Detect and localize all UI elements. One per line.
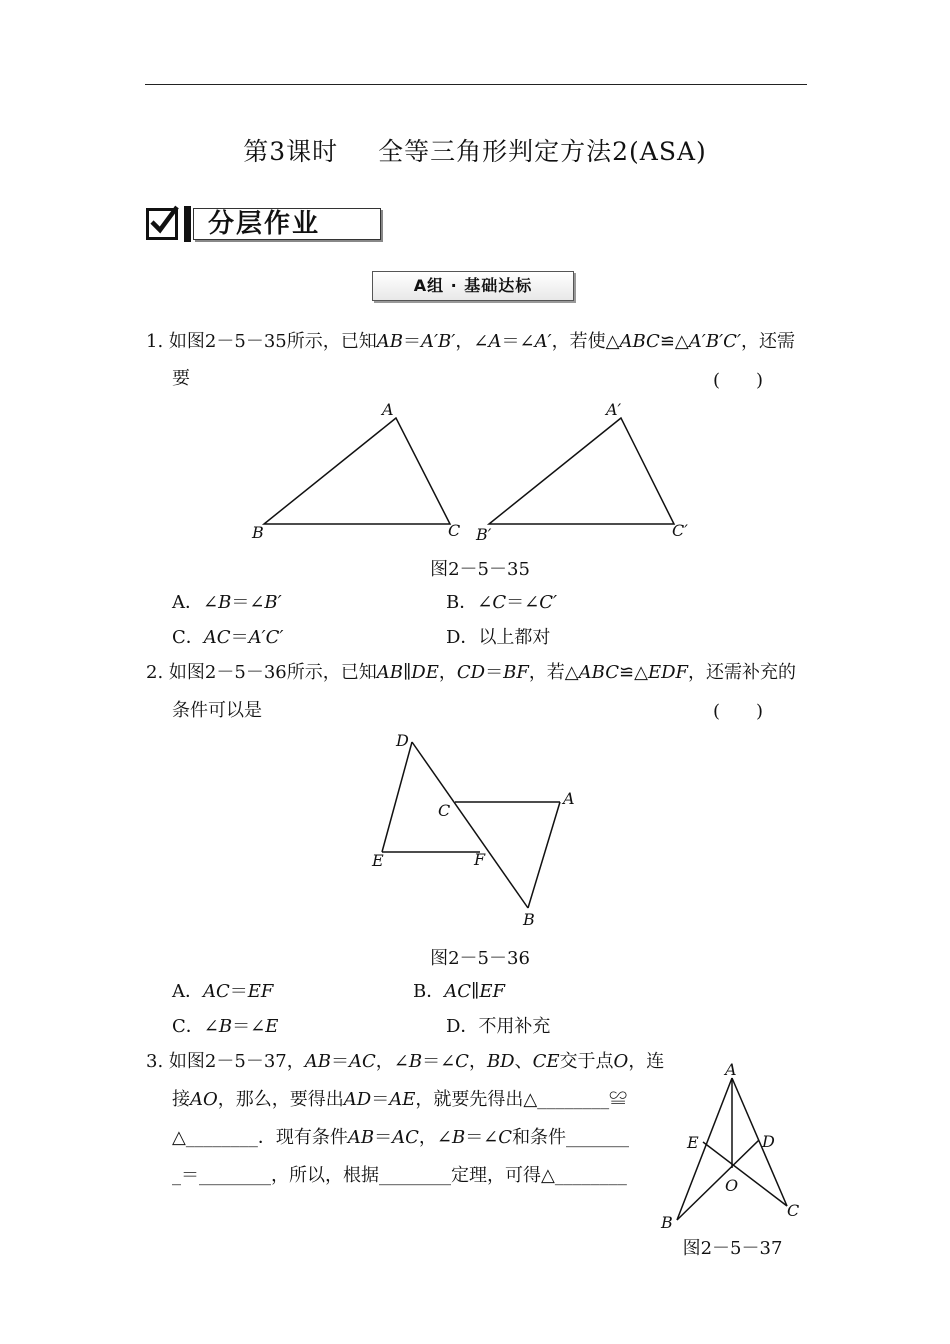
label-B: B	[523, 910, 535, 929]
q2-option-b: B．AC∥EF	[413, 981, 505, 1002]
label-A: A	[382, 400, 394, 419]
label-E: E	[372, 851, 384, 870]
question-2-line-2: 条件可以是	[172, 700, 262, 721]
q1-option-c: C．AC＝A′C′	[172, 627, 284, 648]
badge-bar	[184, 206, 191, 242]
label-O: O	[725, 1176, 739, 1195]
title-topic: 全等三角形判定方法2(ASA)	[378, 137, 707, 166]
q1-option-b: B．∠C＝∠C′	[446, 592, 558, 613]
section-badge	[146, 206, 381, 242]
label-D: D	[762, 1132, 775, 1151]
figure-2-5-35	[240, 395, 710, 545]
label-E: E	[687, 1133, 699, 1152]
label-C: C	[448, 521, 461, 540]
question-3-line-4: _＝________，所以，根据________定理，可得△________	[172, 1165, 627, 1186]
label-A: A	[725, 1060, 737, 1079]
triangle-abc	[264, 418, 450, 524]
q2-option-d: D．不用补充	[446, 1016, 551, 1037]
q2-option-a: A．AC＝EF	[172, 981, 274, 1002]
section-badge-label: 分层作业	[193, 208, 381, 240]
checkbox-checked-icon	[146, 208, 178, 240]
label-F: F	[474, 850, 486, 869]
question-1-answer-paren: ( )	[713, 370, 764, 391]
label-B: B	[661, 1213, 673, 1232]
header-rule	[145, 84, 807, 85]
title-lesson: 第3课时	[243, 137, 339, 166]
label-A: A	[563, 789, 575, 808]
label-D: D	[396, 731, 409, 750]
figure-2-5-37	[655, 1058, 815, 1233]
question-3-line-1: 3. 如图2－5－37，AB＝AC，∠B＝∠C，BD、CE交于点O，连	[146, 1051, 665, 1072]
label-C: C	[787, 1201, 800, 1220]
label-C-prime: C′	[672, 521, 688, 540]
label-B: B	[252, 523, 264, 542]
triangle-abc-prime	[489, 418, 674, 524]
question-2-answer-paren: ( )	[713, 701, 764, 722]
q1-option-a: A．∠B＝∠B′	[172, 592, 282, 613]
figure-caption-35: 图2－5－35	[430, 559, 530, 580]
question-2-line-1: 2. 如图2－5－36所示，已知AB∥DE，CD＝BF，若△ABC≌△EDF，还需补充的	[146, 662, 796, 683]
question-3-line-2: 接AO，那么，要得出AD＝AE，就要先得出△________≌	[172, 1089, 628, 1110]
question-3-line-3: △________．现有条件AB＝AC，∠B＝∠C和条件_______	[172, 1127, 630, 1148]
q2-option-c: C．∠B＝∠E	[172, 1016, 279, 1037]
label-C: C	[438, 801, 451, 820]
figure-2-5-36	[360, 728, 590, 933]
question-1-line-2: 要	[172, 368, 190, 389]
question-1-line-1: 1. 如图2－5－35所示，已知AB＝A′B′，∠A＝∠A′，若使△ABC≌△A′B′C′，还需	[146, 331, 796, 352]
q1-option-d: D．以上都对	[446, 627, 551, 648]
figure-caption-37: 图2－5－37	[682, 1238, 783, 1259]
page-title	[0, 132, 950, 168]
label-A-prime: A′	[606, 400, 622, 419]
figure-caption-36: 图2－5－36	[430, 948, 530, 969]
label-B-prime: B′	[476, 525, 492, 544]
group-label: A组 · 基础达标	[372, 271, 574, 301]
